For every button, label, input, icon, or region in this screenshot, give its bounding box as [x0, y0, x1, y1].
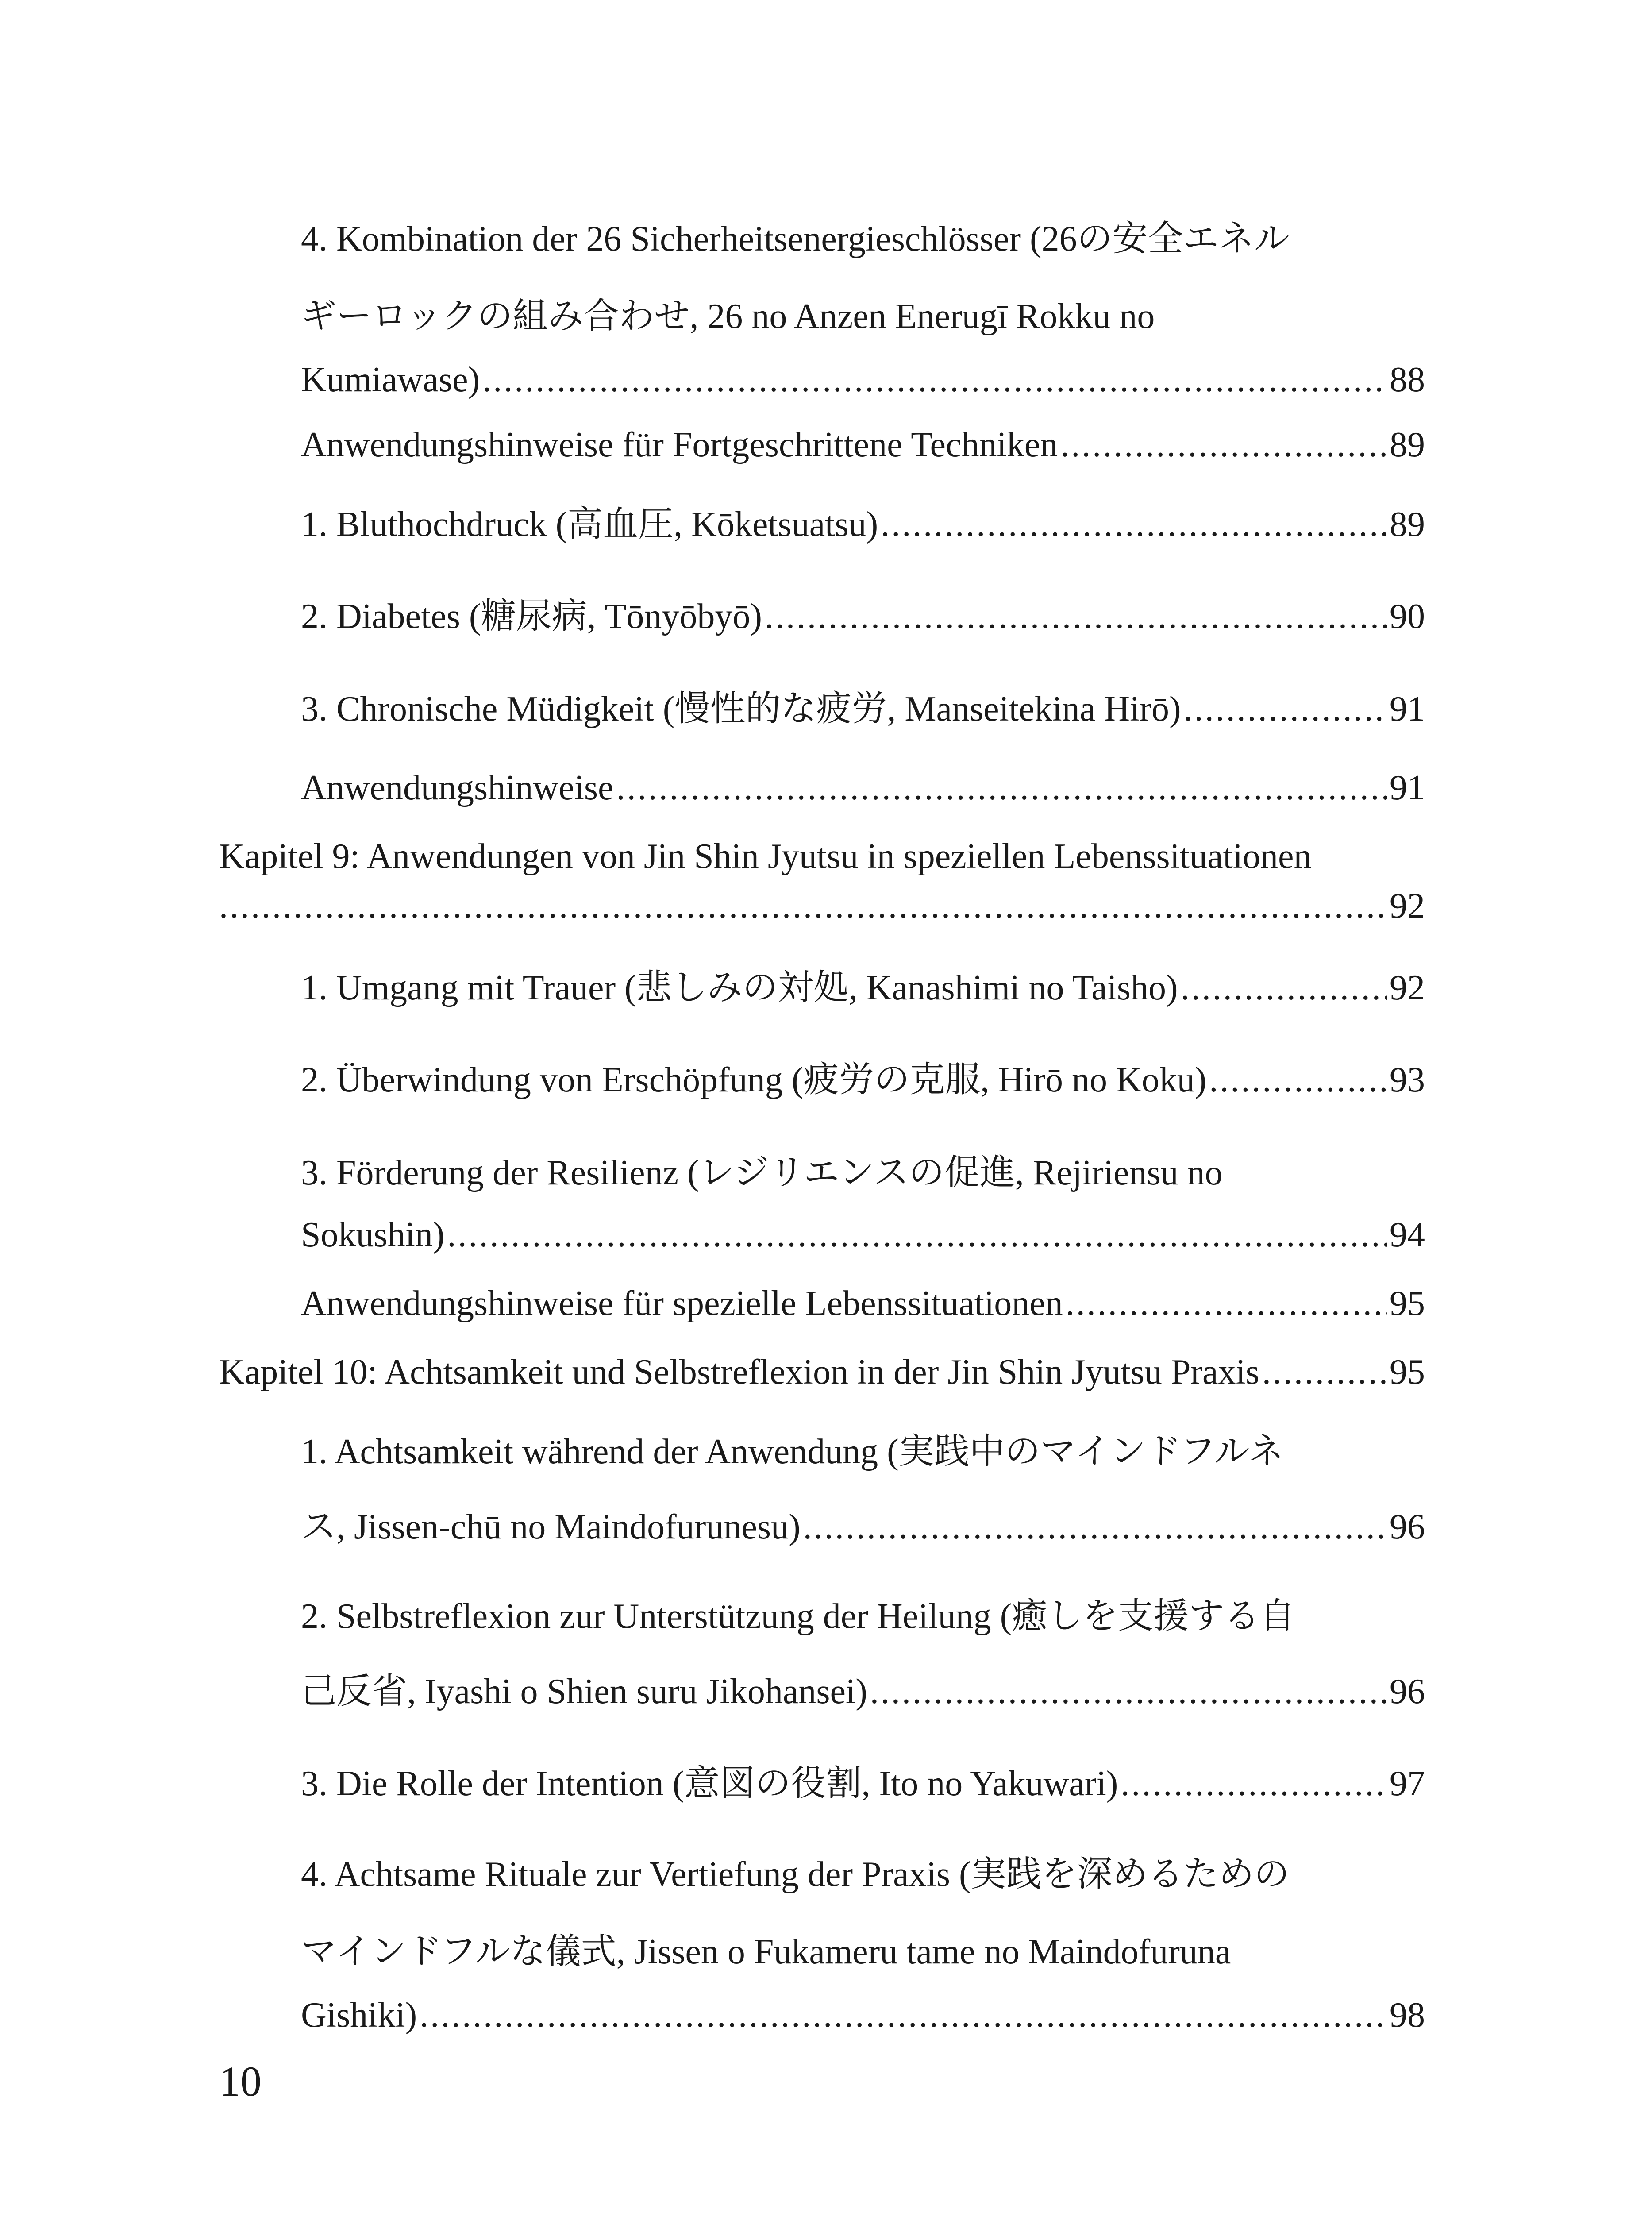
toc-entry-row — [301, 1286, 1425, 1321]
toc-entry-row — [219, 888, 1425, 924]
toc-entry-row — [301, 1766, 1425, 1801]
dot-leader — [1209, 1062, 1387, 1098]
toc-chapter-title: Kapitel 9: Anwendungen von Jin Shin Jyutsu in speziellen Lebenssituationen — [219, 837, 1312, 876]
toc-entry-title: 1. Bluthochdruck (高血圧, Kōketsuatsu) — [301, 505, 878, 544]
toc-entry-text: マインドフルな儀式, Jissen o Fukameru tame no Maindofuruna — [301, 1932, 1231, 1971]
dot-leader — [420, 1997, 1387, 2033]
toc-page-number: 94 — [1390, 1215, 1425, 1254]
toc-entry-row — [219, 1354, 1425, 1390]
toc-entry-title: Anwendungshinweise für spezielle Lebenssituationen — [301, 1284, 1063, 1323]
dot-leader — [881, 507, 1387, 542]
toc-page-number: 98 — [1390, 1996, 1425, 2035]
toc-page-number: 97 — [1390, 1764, 1425, 1803]
toc-page-number: 92 — [1390, 887, 1425, 925]
toc-entry-row — [301, 970, 1425, 1006]
toc-entry-title: Anwendungshinweise für Fortgeschrittene Techniken — [301, 425, 1058, 464]
toc-entry-row — [301, 1674, 1425, 1709]
toc-entry-title: 3. Die Rolle der Intention (意図の役割, Ito no Yakuwari) — [301, 1764, 1118, 1803]
toc-entry-row — [301, 1997, 1425, 2033]
toc-entry-row — [301, 507, 1425, 542]
toc-entry-title: Anwendungshinweise — [301, 768, 614, 807]
toc-page-number: 93 — [1390, 1060, 1425, 1099]
dot-leader — [1181, 970, 1387, 1006]
toc-entry-title: 己反省, Iyashi o Shien suru Jikohansei) — [301, 1672, 867, 1711]
toc-page-number: 91 — [1390, 690, 1425, 729]
toc-entry-row — [301, 427, 1425, 463]
toc-entry-text: ギーロックの組み合わせ, 26 no Anzen Enerugī Rokku no — [301, 297, 1155, 336]
toc-page-number: 96 — [1390, 1672, 1425, 1711]
toc-entry-title: Sokushin) — [301, 1215, 445, 1254]
toc-entry-title: 2. Diabetes (糖尿病, Tōnyōbyō) — [301, 597, 762, 636]
dot-leader — [803, 1509, 1387, 1545]
toc-entry-text: 4. Achtsame Rituale zur Vertiefung der Praxis (実践を深めるための — [301, 1855, 1290, 1894]
dot-leader — [447, 1217, 1387, 1253]
toc-page-number: 89 — [1390, 425, 1425, 464]
dot-leader — [219, 888, 1387, 924]
toc-entry-title: 1. Umgang mit Trauer (悲しみの対処, Kanashimi no Taisho) — [301, 968, 1178, 1007]
toc-entry-title: ス, Jissen-chū no Maindofurunesu) — [301, 1507, 801, 1546]
toc-entry-title: Kumiawase) — [301, 360, 480, 399]
toc-page-number: 88 — [1390, 360, 1425, 399]
toc-entry-row — [301, 691, 1425, 727]
toc-entry-title: Gishiki) — [301, 1996, 417, 2035]
toc-entry-text: 3. Förderung der Resilienz (レジリエンスの促進, Rejiriensu no — [301, 1153, 1223, 1192]
dot-leader — [482, 362, 1387, 397]
toc-entry-title: 2. Überwindung von Erschöpfung (疲労の克服, Hirō no Koku) — [301, 1060, 1207, 1099]
dot-leader — [1121, 1766, 1387, 1801]
toc-entry-text: 2. Selbstreflexion zur Unterstützung der Heilung (癒しを支援する自 — [301, 1597, 1295, 1636]
dot-leader — [765, 599, 1387, 634]
toc-entry-text: 1. Achtsamkeit während der Anwendung (実践中のマインドフルネ — [301, 1432, 1284, 1471]
toc-entry-row — [301, 362, 1425, 397]
dot-leader — [1184, 691, 1387, 727]
dot-leader — [1060, 427, 1387, 463]
toc-page-number: 96 — [1390, 1507, 1425, 1546]
toc-entry-text: 4. Kombination der 26 Sicherheitsenergieschlösser (26の安全エネル — [301, 220, 1290, 258]
toc-entry-row — [301, 770, 1425, 806]
toc-chapter-title: Kapitel 10: Achtsamkeit und Selbstreflexion in der Jin Shin Jyutsu Praxis — [219, 1353, 1259, 1392]
toc-page-number: 95 — [1390, 1353, 1425, 1392]
toc-entry-row — [301, 1062, 1425, 1098]
dot-leader — [1066, 1286, 1387, 1321]
toc-page-number: 95 — [1390, 1284, 1425, 1323]
toc-page-number: 90 — [1390, 597, 1425, 636]
toc-page-number: 89 — [1390, 505, 1425, 544]
toc-entry-title: 3. Chronische Müdigkeit (慢性的な疲労, Manseitekina Hirō) — [301, 690, 1181, 729]
dot-leader — [616, 770, 1387, 806]
dot-leader — [870, 1674, 1387, 1709]
toc-entry-row — [301, 1217, 1425, 1253]
toc-page-number: 92 — [1390, 968, 1425, 1007]
toc-entry-row — [301, 1509, 1425, 1545]
toc-page-number: 91 — [1390, 768, 1425, 807]
dot-leader — [1262, 1354, 1387, 1390]
toc-entry-row — [301, 599, 1425, 634]
page-number: 10 — [219, 2058, 262, 2105]
